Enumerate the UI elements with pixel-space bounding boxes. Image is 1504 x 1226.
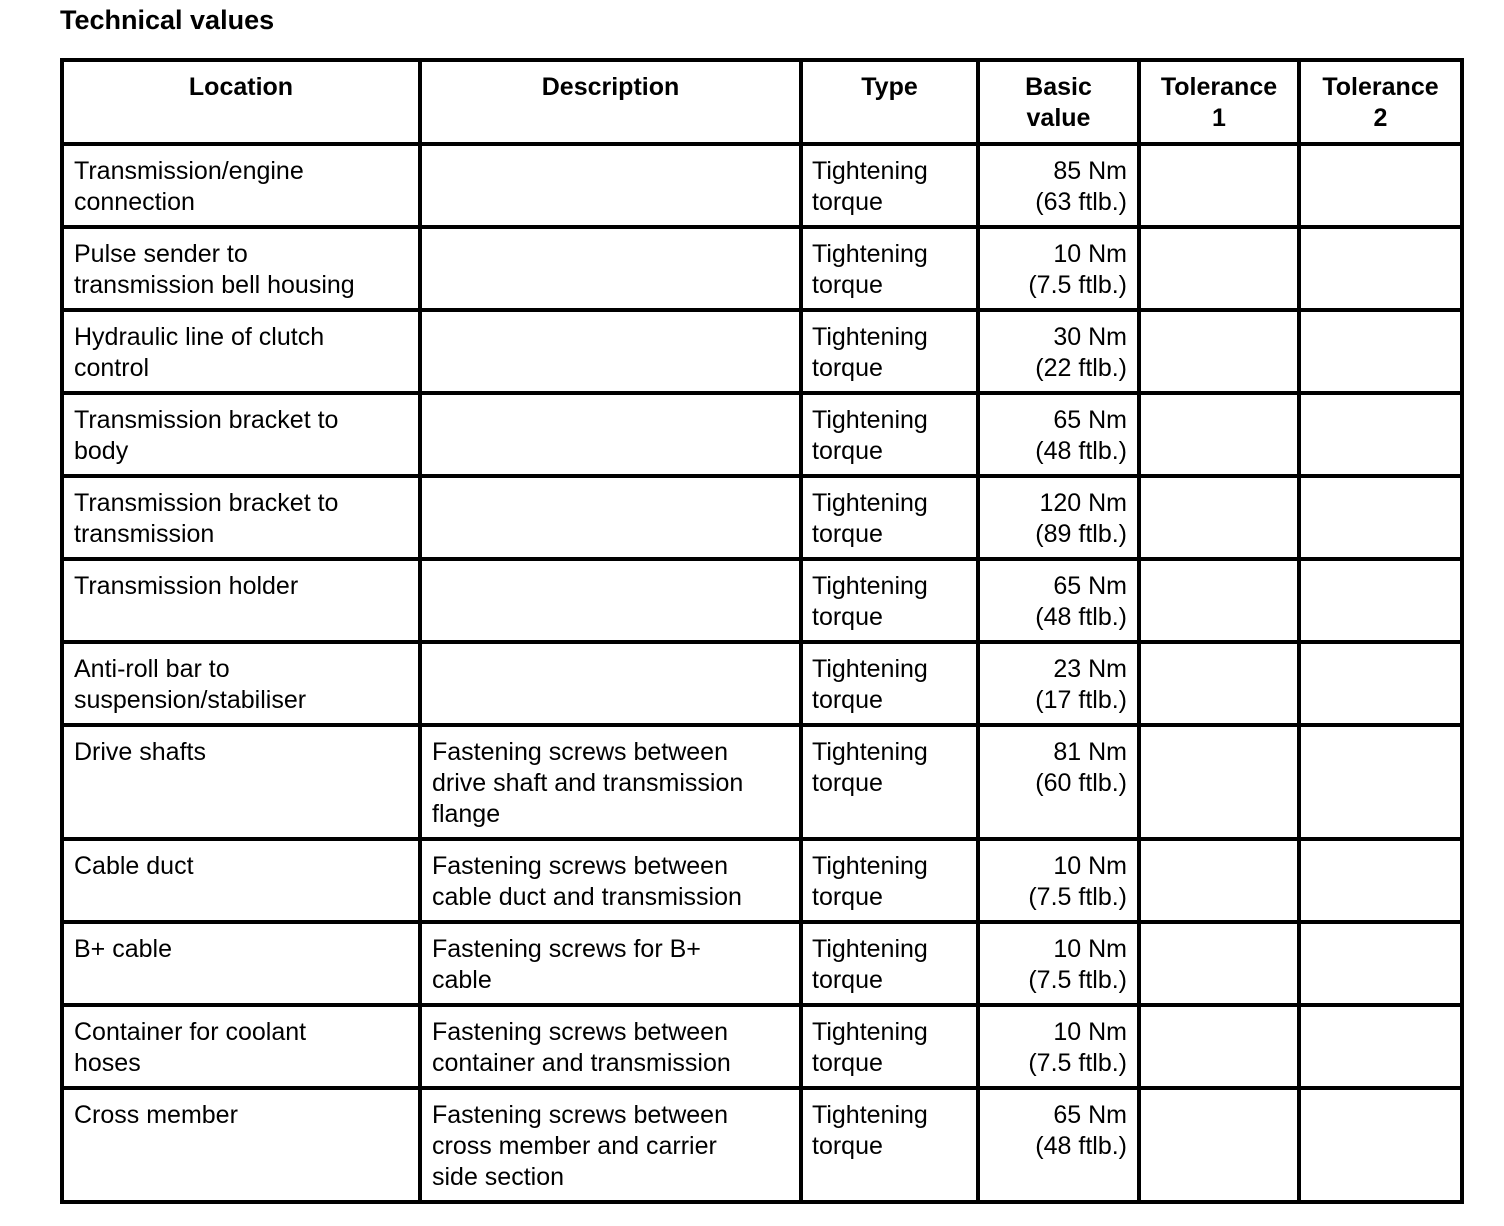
- cell-type: [801, 310, 978, 393]
- cell-type-line: Tightening: [812, 489, 928, 517]
- cell-description-line: flange: [432, 800, 501, 828]
- table-row: [62, 922, 1462, 1005]
- column-header-basic-value: Basic value: [978, 60, 1139, 144]
- table-row: [62, 1005, 1462, 1088]
- cell-basic-value-line: 120 Nm: [1039, 489, 1127, 517]
- cell-type-line: Tightening: [812, 1101, 928, 1129]
- cell-location: [62, 393, 420, 476]
- cell-type-line: torque: [812, 603, 883, 631]
- cell-tolerance-2: [1299, 1005, 1462, 1088]
- cell-tolerance-2: [1299, 725, 1462, 839]
- cell-location-line: Anti-roll bar to: [74, 655, 230, 683]
- cell-location-line: Transmission holder: [74, 572, 299, 600]
- cell-location-line: Hydraulic line of clutch: [74, 323, 325, 351]
- cell-basic-value: [978, 144, 1139, 227]
- cell-basic-value-line: 10 Nm: [1053, 1018, 1127, 1046]
- cell-basic-value-line: (22 ftlb.): [1035, 354, 1127, 382]
- table-row: [62, 1088, 1462, 1202]
- cell-description: [420, 310, 801, 393]
- cell-type-line: Tightening: [812, 323, 928, 351]
- cell-location: [62, 227, 420, 310]
- cell-location-line: Transmission bracket to: [74, 489, 339, 517]
- cell-basic-value-line: 65 Nm: [1053, 1101, 1127, 1129]
- cell-description: [420, 725, 801, 839]
- cell-basic-value: [978, 476, 1139, 559]
- cell-type: [801, 559, 978, 642]
- cell-basic-value-line: 10 Nm: [1053, 240, 1127, 268]
- cell-description: [420, 642, 801, 725]
- cell-description-line: Fastening screws between: [432, 1101, 728, 1129]
- cell-basic-value: [978, 1088, 1139, 1202]
- cell-type: [801, 725, 978, 839]
- cell-type: [801, 393, 978, 476]
- cell-type: [801, 839, 978, 922]
- cell-tolerance-2: [1299, 559, 1462, 642]
- cell-tolerance-2: [1299, 227, 1462, 310]
- table-row: [62, 144, 1462, 227]
- cell-location-line: Cable duct: [74, 852, 194, 880]
- cell-basic-value: [978, 227, 1139, 310]
- cell-location-line: suspension/stabiliser: [74, 686, 307, 714]
- cell-type-line: Tightening: [812, 655, 928, 683]
- cell-tolerance-2: [1299, 922, 1462, 1005]
- cell-basic-value-line: (89 ftlb.): [1035, 520, 1127, 548]
- cell-location-line: transmission bell housing: [74, 271, 355, 299]
- cell-location-line: control: [74, 354, 150, 382]
- cell-type-line: torque: [812, 354, 883, 382]
- cell-location: [62, 476, 420, 559]
- cell-basic-value-line: 23 Nm: [1053, 655, 1127, 683]
- cell-location-line: B+ cable: [74, 935, 172, 963]
- cell-basic-value-line: (17 ftlb.): [1035, 686, 1127, 714]
- cell-location: [62, 642, 420, 725]
- cell-basic-value-line: (48 ftlb.): [1035, 437, 1127, 465]
- table-row: [62, 393, 1462, 476]
- cell-tolerance-1: [1139, 725, 1299, 839]
- table-row: [62, 642, 1462, 725]
- table-header-row: [62, 60, 1462, 144]
- cell-location-line: transmission: [74, 520, 215, 548]
- cell-location-line: Transmission/engine: [74, 157, 304, 185]
- cell-basic-value: [978, 642, 1139, 725]
- cell-type-line: Tightening: [812, 157, 928, 185]
- cell-type-line: torque: [812, 520, 883, 548]
- cell-description: [420, 476, 801, 559]
- cell-type-line: torque: [812, 1132, 883, 1160]
- cell-tolerance-2: [1299, 1088, 1462, 1202]
- cell-type-line: Tightening: [812, 935, 928, 963]
- cell-tolerance-2: [1299, 642, 1462, 725]
- cell-type-line: Tightening: [812, 1018, 928, 1046]
- cell-location: [62, 310, 420, 393]
- cell-tolerance-1: [1139, 310, 1299, 393]
- table-row: [62, 476, 1462, 559]
- cell-description: [420, 1088, 801, 1202]
- cell-tolerance-2: [1299, 393, 1462, 476]
- cell-basic-value-line: (48 ftlb.): [1035, 1132, 1127, 1160]
- cell-type-line: torque: [812, 437, 883, 465]
- cell-basic-value-line: 30 Nm: [1053, 323, 1127, 351]
- cell-description-line: Fastening screws between: [432, 852, 728, 880]
- cell-location: [62, 559, 420, 642]
- cell-location: [62, 839, 420, 922]
- cell-basic-value: [978, 725, 1139, 839]
- cell-tolerance-1: [1139, 227, 1299, 310]
- cell-location: [62, 922, 420, 1005]
- cell-type-line: torque: [812, 188, 883, 216]
- cell-description: [420, 393, 801, 476]
- cell-tolerance-1: [1139, 642, 1299, 725]
- cell-basic-value-line: (7.5 ftlb.): [1028, 966, 1127, 994]
- cell-description-line: Fastening screws for B+: [432, 935, 701, 963]
- cell-type-line: torque: [812, 966, 883, 994]
- cell-basic-value-line: 10 Nm: [1053, 852, 1127, 880]
- table-row: [62, 839, 1462, 922]
- cell-type: [801, 642, 978, 725]
- cell-tolerance-1: [1139, 922, 1299, 1005]
- cell-type: [801, 476, 978, 559]
- cell-tolerance-2: [1299, 839, 1462, 922]
- cell-basic-value-line: (63 ftlb.): [1035, 188, 1127, 216]
- cell-basic-value-line: 85 Nm: [1053, 157, 1127, 185]
- cell-description-line: Fastening screws between: [432, 1018, 728, 1046]
- cell-type: [801, 1088, 978, 1202]
- cell-basic-value: [978, 1005, 1139, 1088]
- cell-location: [62, 144, 420, 227]
- cell-basic-value-line: 65 Nm: [1053, 572, 1127, 600]
- cell-basic-value: [978, 559, 1139, 642]
- cell-tolerance-1: [1139, 1088, 1299, 1202]
- cell-location-line: hoses: [74, 1049, 141, 1077]
- cell-type: [801, 227, 978, 310]
- cell-description-line: cable: [432, 966, 492, 994]
- cell-description: [420, 1005, 801, 1088]
- cell-type-line: Tightening: [812, 406, 928, 434]
- cell-description-line: cross member and carrier: [432, 1132, 717, 1160]
- cell-tolerance-1: [1139, 1005, 1299, 1088]
- table-row: [62, 725, 1462, 839]
- cell-tolerance-2: [1299, 310, 1462, 393]
- cell-basic-value-line: (48 ftlb.): [1035, 603, 1127, 631]
- cell-basic-value-line: (7.5 ftlb.): [1028, 1049, 1127, 1077]
- cell-location-line: Drive shafts: [74, 738, 206, 766]
- cell-tolerance-2: [1299, 476, 1462, 559]
- cell-type-line: Tightening: [812, 572, 928, 600]
- cell-tolerance-2: [1299, 144, 1462, 227]
- technical-values-table: [60, 58, 1464, 1204]
- cell-location-line: Pulse sender to: [74, 240, 248, 268]
- cell-type-line: Tightening: [812, 852, 928, 880]
- table-row: [62, 227, 1462, 310]
- column-header-tolerance-1: Tolerance 1: [1139, 60, 1299, 144]
- cell-location: [62, 725, 420, 839]
- page-title: Technical values: [60, 5, 275, 35]
- cell-description-line: Fastening screws between: [432, 738, 728, 766]
- cell-location-line: Cross member: [74, 1101, 238, 1129]
- cell-description-line: drive shaft and transmission: [432, 769, 744, 797]
- column-header-location: Location: [62, 60, 420, 144]
- cell-tolerance-1: [1139, 839, 1299, 922]
- cell-basic-value: [978, 839, 1139, 922]
- cell-location: [62, 1005, 420, 1088]
- cell-type-line: torque: [812, 686, 883, 714]
- cell-description-line: container and transmission: [432, 1049, 731, 1077]
- cell-basic-value: [978, 310, 1139, 393]
- cell-type-line: Tightening: [812, 240, 928, 268]
- cell-basic-value-line: 65 Nm: [1053, 406, 1127, 434]
- table-row: [62, 310, 1462, 393]
- cell-location-line: connection: [74, 188, 195, 216]
- cell-basic-value: [978, 393, 1139, 476]
- table-row: [62, 559, 1462, 642]
- cell-location-line: Container for coolant: [74, 1018, 307, 1046]
- cell-description: [420, 559, 801, 642]
- cell-location-line: Transmission bracket to: [74, 406, 339, 434]
- cell-tolerance-1: [1139, 476, 1299, 559]
- cell-type-line: torque: [812, 271, 883, 299]
- cell-description: [420, 922, 801, 1005]
- cell-tolerance-1: [1139, 559, 1299, 642]
- column-header-tolerance-2: Tolerance 2: [1299, 60, 1462, 144]
- cell-basic-value-line: 10 Nm: [1053, 935, 1127, 963]
- cell-type: [801, 922, 978, 1005]
- cell-type: [801, 144, 978, 227]
- table-body: [62, 144, 1462, 1202]
- cell-location-line: body: [74, 437, 129, 465]
- column-header-type: Type: [801, 60, 978, 144]
- cell-basic-value-line: (7.5 ftlb.): [1028, 883, 1127, 911]
- cell-description-line: cable duct and transmission: [432, 883, 742, 911]
- cell-type-line: torque: [812, 883, 883, 911]
- cell-type: [801, 1005, 978, 1088]
- cell-tolerance-1: [1139, 393, 1299, 476]
- cell-description-line: side section: [432, 1163, 565, 1191]
- column-header-description: Description: [420, 60, 801, 144]
- cell-basic-value-line: 81 Nm: [1053, 738, 1127, 766]
- cell-type-line: Tightening: [812, 738, 928, 766]
- cell-basic-value-line: (60 ftlb.): [1035, 769, 1127, 797]
- cell-description: [420, 839, 801, 922]
- cell-type-line: torque: [812, 769, 883, 797]
- cell-basic-value-line: (7.5 ftlb.): [1028, 271, 1127, 299]
- cell-description: [420, 227, 801, 310]
- cell-type-line: torque: [812, 1049, 883, 1077]
- cell-basic-value: [978, 922, 1139, 1005]
- cell-description: [420, 144, 801, 227]
- cell-location: [62, 1088, 420, 1202]
- cell-tolerance-1: [1139, 144, 1299, 227]
